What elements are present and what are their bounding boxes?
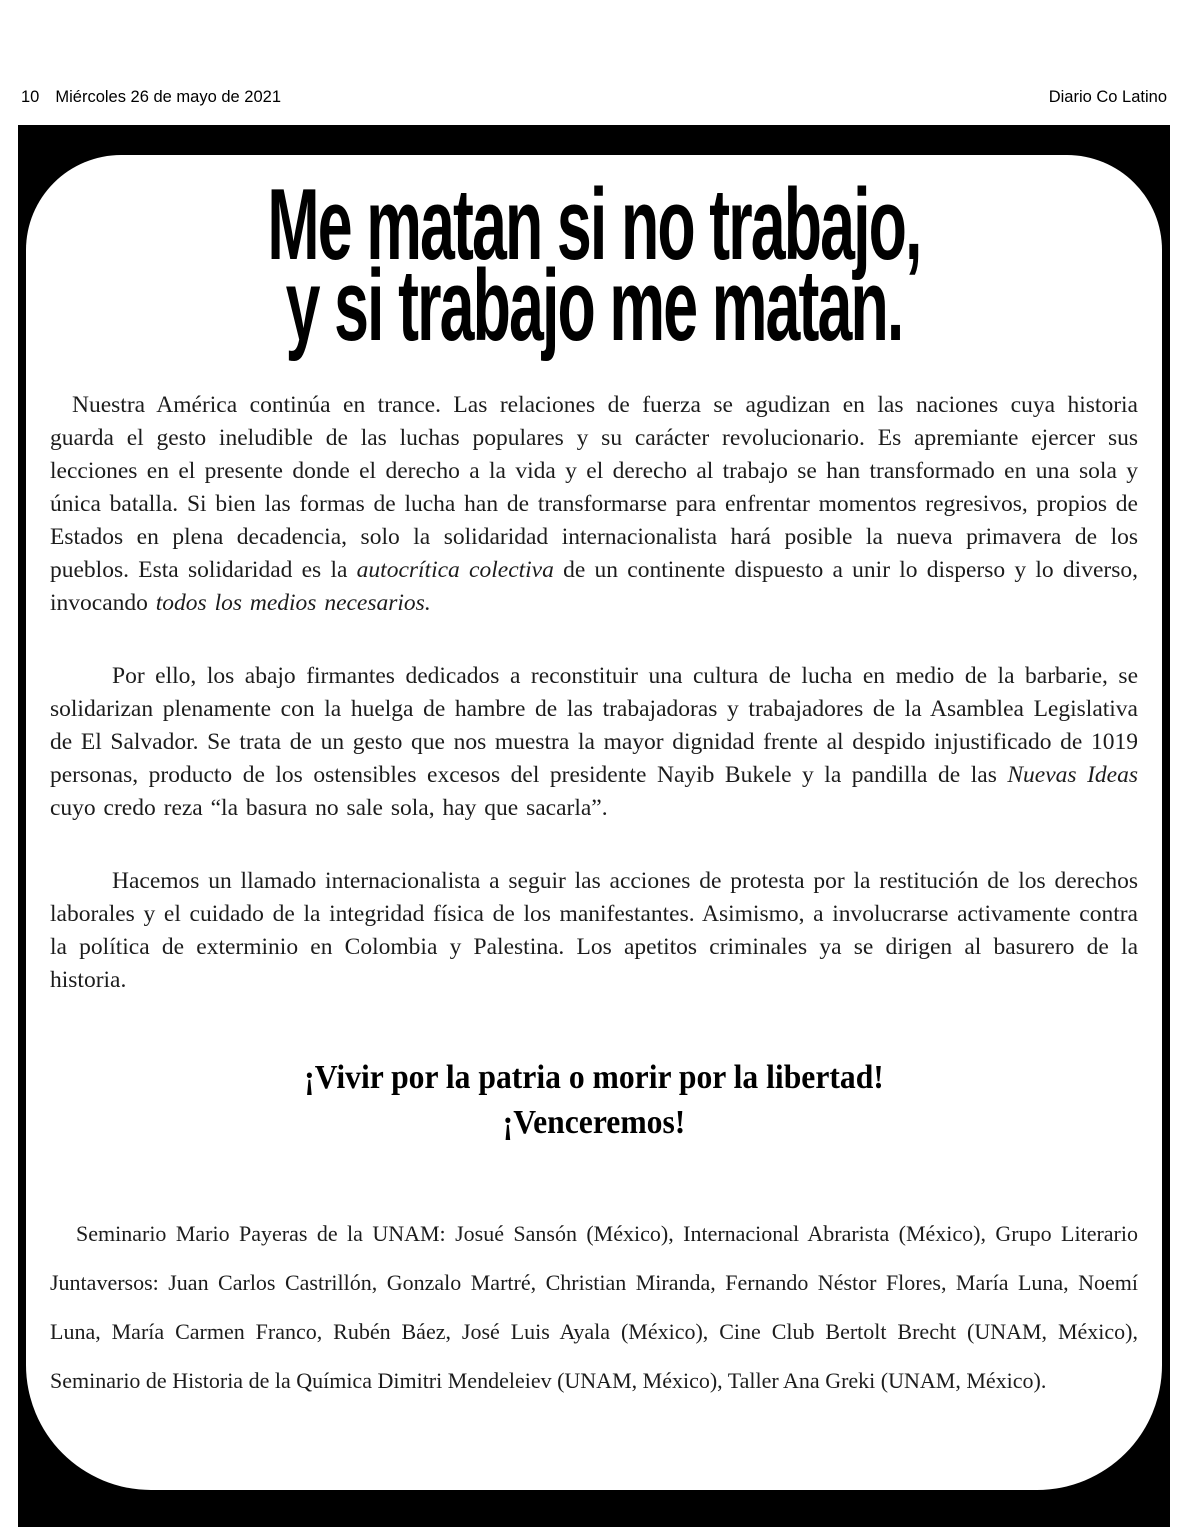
headline-line-2: y si trabajo me matan. [285,250,903,362]
headline-line-1: Me matan si no trabajo, [267,169,921,281]
page-date: Miércoles 26 de mayo de 2021 [55,88,281,106]
slogan-line-2: ¡Venceremos! [502,1104,686,1141]
running-header [21,88,1167,107]
article-frame-inner [26,155,1162,1490]
header-left [21,88,281,107]
paragraph-1: Nuestra América continúa en trance. Las relaciones de fuerza se agudizan en las naciones cuya historia guarda el gesto ineludible de las luchas populares y su carácter revolucionario. Es apremiante ejercer sus lecciones en el presente donde el derecho a la vida y el derecho al trabajo se han transformado en una sola y única batalla. Si bien las formas de lucha han de transformarse para enfrentar momentos regresivos, propios de Estados en plena decadencia, solo la solidaridad internacionalista hará posible la nueva primavera de los pueblos. Esta solidaridad es la autocrítica colectiva de un continente dispuesto a unir lo disperso y lo diverso, invocando todos los medios necesarios. [50,392,1138,616]
newspaper-name: Diario Co Latino [1048,88,1167,106]
paragraph-2: Por ello, los abajo firmantes dedicados a reconstituir una cultura de lucha en medio de la barbarie, se solidarizan plenamente con la huelga de hambre de las trabajadoras y trabajadores de la Asamblea Legislativa de El Salvador. Se trata de un gesto que nos muestra la mayor dignidad frente al despido injustificado de 1019 personas, producto de los ostensibles excesos del presidente Nayib Bukele y la pandilla de las Nuevas Ideas cuyo credo reza “la basura no sale sola, hay que sacarla”. [50,663,1138,821]
slogan-line-1: ¡Vivir por la patria o morir por la libertad! [304,1059,884,1096]
article-headline [50,169,1138,362]
article-body [50,389,1138,997]
article-frame [18,125,1170,1527]
slogan [50,1055,1138,1145]
signatories: Seminario Mario Payeras de la UNAM: Josué Sansón (México), Internacional Abrarista (México), Grupo Literario Juntaversos: Juan Carlos Castrillón, Gonzalo Martré, Christian Miranda, Fernando Néstor Flores, María Luna, Noemí Luna, María Carmen Franco, Rubén Báez, José Luis Ayala (México), Cine Club Bertolt Brecht (UNAM, México), Seminario de Historia de la Química Dimitri Mendeleiev (UNAM, México), Taller Ana Greki (UNAM, México). [50,1221,1138,1393]
page-number: 10 [21,88,40,106]
paragraph-3: Hacemos un llamado internacionalista a seguir las acciones de protesta por la restitución de los derechos laborales y el cuidado de la integridad física de los manifestantes. Asimismo, a involucrarse activamente contra la política de exterminio en Colombia y Palestina. Los apetitos criminales ya se dirigen al basurero de la historia. [50,868,1138,993]
